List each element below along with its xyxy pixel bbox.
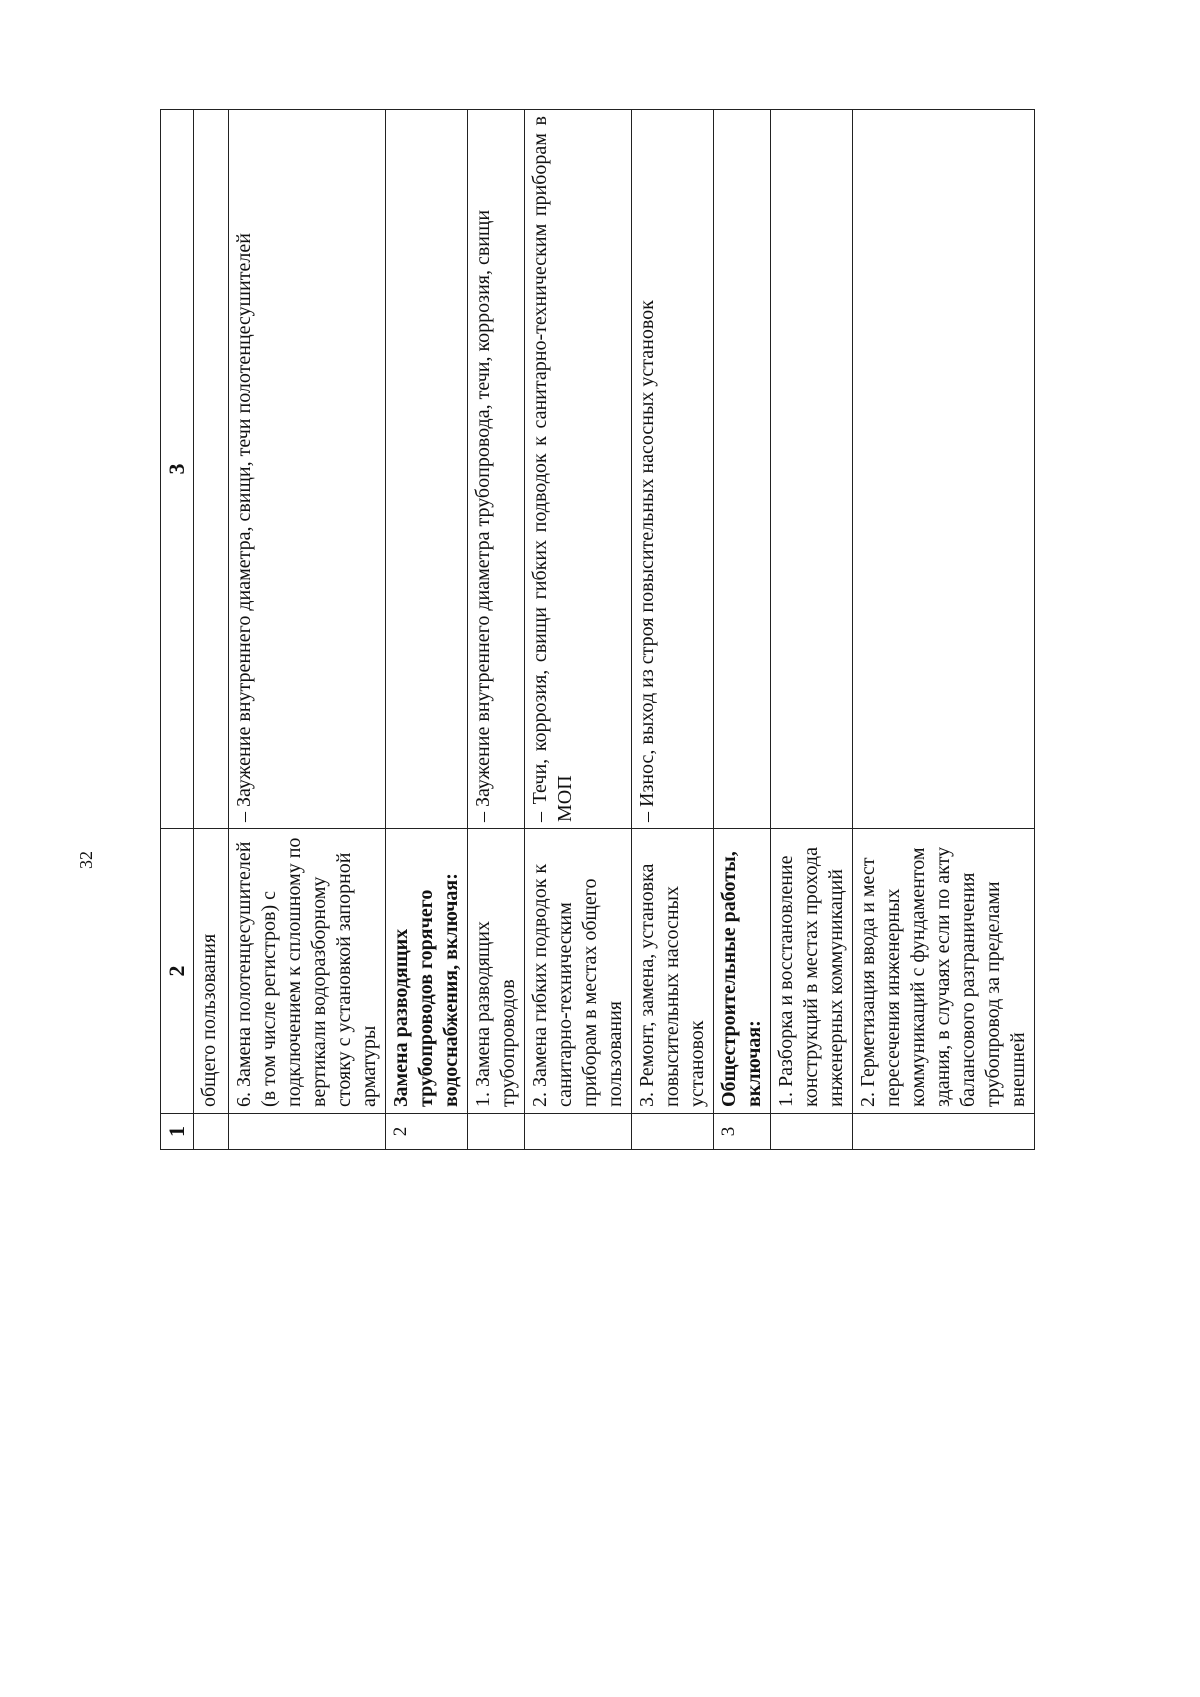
row-number (852, 1114, 1034, 1150)
work-cell: 2. Замена гибких подводок к санитарно-техническим приборам в местах общего пользования (524, 829, 631, 1114)
defect-cell (770, 110, 852, 829)
work-cell: 3. Ремонт, замена, установка повысительных насосных установок (631, 829, 713, 1114)
table-row (228, 110, 385, 1150)
header-col-3: 3 (161, 110, 194, 829)
table-row (385, 110, 467, 1150)
table-row (631, 110, 713, 1150)
work-cell: общего пользования (193, 829, 228, 1114)
row-number: 3 (713, 1114, 770, 1150)
defect-cell (713, 110, 770, 829)
header-col-2: 2 (161, 829, 194, 1114)
header-col-1: 1 (161, 1114, 194, 1150)
defect-cell (385, 110, 467, 829)
table-header-row (161, 110, 194, 1150)
row-number (228, 1114, 385, 1150)
work-cell: 1. Замена разводящих трубопроводов (467, 829, 524, 1114)
work-cell: 2. Герметизация ввода и мест пересечения инженерных коммуникаций с фундаментом здания, в случаях если по акту балансового разграничения трубопровод за пределами внешней (852, 829, 1034, 1114)
defects-table (160, 109, 1035, 1150)
page-number: 32 (76, 851, 96, 869)
defect-cell (193, 110, 228, 829)
row-number (524, 1114, 631, 1150)
row-number (193, 1114, 228, 1150)
row-number (467, 1114, 524, 1150)
section-title-cell: Общестроительные работы, включая: (713, 829, 770, 1114)
table-row (770, 110, 852, 1150)
table-row (467, 110, 524, 1150)
defect-cell: – Течи, коррозия, свищи гибких подводок к санитарно-техническим приборам в МОП (524, 110, 631, 829)
table-row (524, 110, 631, 1150)
table-row (713, 110, 770, 1150)
defect-cell: – Заужение внутреннего диаметра, свищи, течи полотенцесушителей (228, 110, 385, 829)
defect-cell: – Износ, выход из строя повысительных насосных установок (631, 110, 713, 829)
table-row (852, 110, 1034, 1150)
section-title-cell: Замена разводящих трубопроводов горячего водоснабжения, включая: (385, 829, 467, 1114)
work-cell: 6. Замена полотенцесушителей (в том числе регистров) с подключением к сплошному по вертикали водоразборному стояку с установкой запорной арматуры (228, 829, 385, 1114)
row-number (631, 1114, 713, 1150)
defect-cell (852, 110, 1034, 829)
defect-cell: – Заужение внутреннего диаметра трубопровода, течи, коррозия, свищи (467, 110, 524, 829)
table-row (193, 110, 228, 1150)
work-cell: 1. Разборка и восстановление конструкций в местах прохода инженерных коммуникаций (770, 829, 852, 1114)
row-number: 2 (385, 1114, 467, 1150)
rotated-table-wrapper (160, 110, 1080, 1150)
row-number (770, 1114, 852, 1150)
